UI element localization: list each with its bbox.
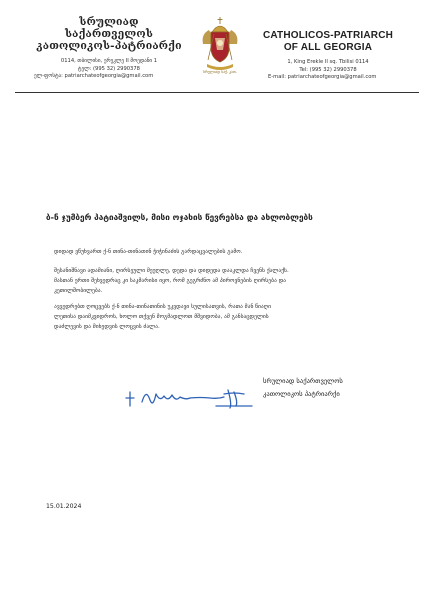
handwritten-signature bbox=[120, 380, 260, 414]
letterhead-georgian bbox=[34, 16, 184, 81]
letter-paragraph-3: ავვედრებთ ღოცვებს ქ-ნ თინა-თინათინის უკვდავი სულისათვის, რათა მან წიაღი ლეთისა დაიმკვიდროს, ხოლო თქვენ მოგმადლოთ მშვიდობა, ამ განსაცდელის დაძლევის და მიხედვის ლოცვის ძალა. bbox=[54, 304, 272, 330]
letter-date: 15.01.2024 bbox=[46, 503, 82, 510]
letterhead-address-ka: 0114, თბილისი, ერეკლე II მოედანი 1 ტელ: (995 32) 2990378 ელ-ფოსტა: patriarchateofgeorgia@gmail.com bbox=[34, 58, 158, 79]
letter-heading: ბ-ნ ჯუმბერ პატიაშვილს, მისი ოჯახის წევრებსა და ახლობლებს bbox=[46, 212, 313, 222]
emblem-caption: სრულიად საქ. კათ. bbox=[203, 70, 237, 74]
letter-paragraph-2: შესანიშნავი ადამიანი, ღირსეული მეუღლე, დედა და დიდედა დააკლდა ჩვენს ქალაქს. მასთან ერთი შეხვედრაც კი საკმარისი იყო, რომ გეგრძნო ამ პიროვნების ღირსება და კეთილშობილება. bbox=[54, 268, 289, 294]
letterhead-divider bbox=[15, 92, 419, 93]
letterhead-title-ka: სრულიად საქართველოს კათოლიკოს-პატრიარქი bbox=[36, 16, 182, 52]
letterhead-title-en: CATHOLICOS-PATRIARCH OF ALL GEORGIA bbox=[262, 30, 394, 53]
letterhead-english bbox=[258, 30, 398, 82]
letter-paragraph-1: დიდად ვწუხვართ ქ-ნ თინა-თინათინ ჭიჭინაძის გარდაცვალების გამო. bbox=[54, 249, 243, 255]
signature-title: სრულიად საქართველოს კათოლიკოს პატრიარქი bbox=[263, 377, 343, 398]
letterhead-address-en: 1, King Erekle II sq. Tbilisi 0114 Tel: (995 32) 2990378 E-mail: patriarchateofgeorgia@gmail.com bbox=[268, 59, 377, 80]
patriarchate-emblem-icon bbox=[199, 14, 241, 76]
